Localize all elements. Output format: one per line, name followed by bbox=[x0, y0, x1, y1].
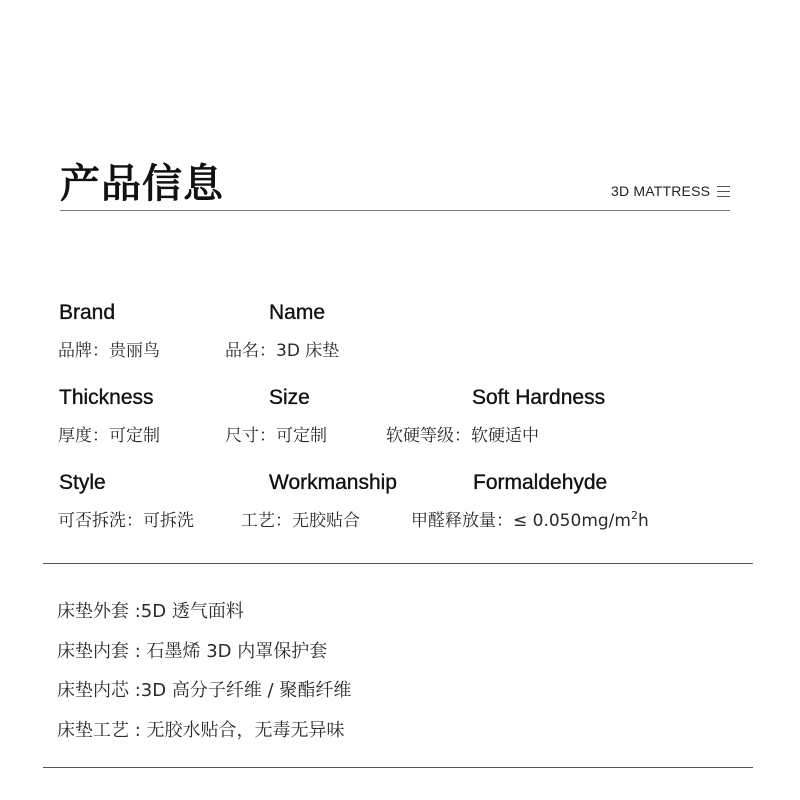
brand-label: Brand bbox=[59, 301, 116, 324]
soft-hardness-value: 软硬等级：软硬适中 bbox=[386, 426, 539, 446]
formaldehyde-value bbox=[411, 506, 649, 531]
footer-divider bbox=[43, 767, 753, 768]
section-divider bbox=[43, 563, 753, 564]
spec-line: 床垫外套 :5D 透气面料 bbox=[57, 601, 244, 622]
workmanship-label: Workmanship bbox=[269, 471, 397, 494]
thickness-value: 厚度：可定制 bbox=[58, 426, 160, 446]
name-label: Name bbox=[269, 301, 326, 324]
spec-line: 床垫内套 : 石墨烯 3D 内罩保护套 bbox=[57, 641, 328, 662]
style-label: Style bbox=[59, 471, 106, 494]
spec-line: 床垫工艺 : 无胶水贴合，无毒无异味 bbox=[57, 720, 345, 741]
brand-value: 品牌：贵丽鸟 bbox=[58, 341, 160, 361]
workmanship-value: 工艺：无胶贴合 bbox=[241, 511, 360, 531]
soft-hardness-label: Soft Hardness bbox=[472, 386, 606, 409]
page-subtitle: 3D MATTRESS bbox=[611, 183, 711, 199]
formaldehyde-value-unit: h bbox=[637, 511, 649, 531]
spec-line: 床垫内芯 :3D 高分子纤维 / 聚酯纤维 bbox=[57, 680, 352, 701]
formaldehyde-value-main: 甲醛释放量：≤ 0.050mg/m bbox=[411, 511, 631, 531]
header-divider bbox=[60, 210, 730, 211]
page-title: 产品信息 bbox=[60, 161, 224, 207]
style-value: 可否拆洗：可拆洗 bbox=[58, 511, 194, 531]
size-value: 尺寸：可定制 bbox=[225, 426, 327, 446]
thickness-label: Thickness bbox=[59, 386, 154, 409]
name-value: 品名：3D 床垫 bbox=[225, 341, 340, 361]
formaldehyde-value-exponent: 2 bbox=[630, 509, 638, 522]
hamburger-menu-icon bbox=[717, 186, 730, 197]
formaldehyde-label: Formaldehyde bbox=[473, 471, 608, 494]
size-label: Size bbox=[269, 386, 310, 409]
